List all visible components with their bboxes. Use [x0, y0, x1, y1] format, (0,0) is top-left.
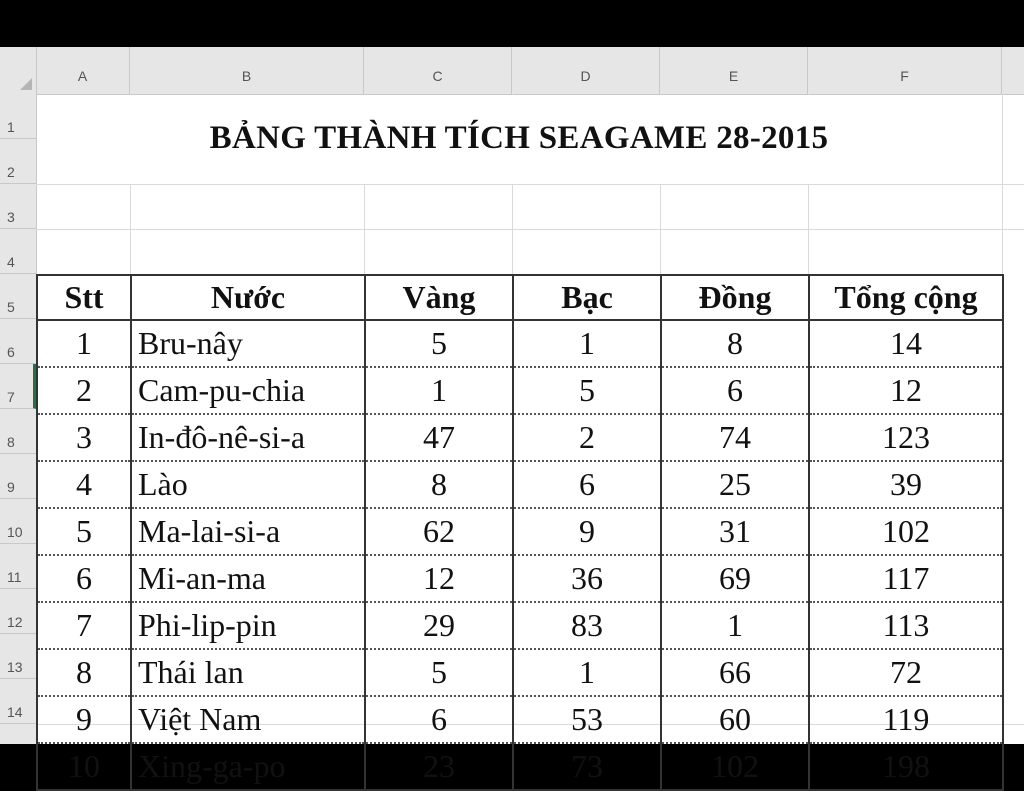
cell-tong[interactable]: 72	[809, 649, 1003, 696]
table-row	[37, 461, 1003, 508]
cell-dong[interactable]: 31	[661, 508, 809, 555]
cell-bac[interactable]: 1	[513, 649, 661, 696]
cell-dong[interactable]: 60	[661, 696, 809, 743]
row-header-7[interactable]: 7	[0, 364, 36, 409]
column-header-b[interactable]: B	[130, 47, 364, 94]
gridline	[36, 229, 1024, 230]
cell-vang[interactable]: 23	[365, 743, 513, 790]
cell-bac[interactable]: 36	[513, 555, 661, 602]
cell-vang[interactable]: 1	[365, 367, 513, 414]
row-header-5[interactable]: 5	[0, 274, 36, 319]
header-bac[interactable]: Bạc	[513, 275, 661, 320]
row-header-9[interactable]: 9	[0, 454, 36, 499]
cell-stt[interactable]: 1	[37, 320, 131, 367]
cell-dong[interactable]: 25	[661, 461, 809, 508]
table-row	[37, 320, 1003, 367]
medal-table	[36, 274, 1004, 791]
cell-tong[interactable]: 39	[809, 461, 1003, 508]
table-row	[37, 696, 1003, 743]
column-header-bar	[0, 47, 1024, 95]
table-header-row	[37, 275, 1003, 320]
cell-vang[interactable]: 47	[365, 414, 513, 461]
row-header-8[interactable]: 8	[0, 409, 36, 454]
row-header-3[interactable]: 3	[0, 184, 36, 229]
cell-dong[interactable]: 8	[661, 320, 809, 367]
cell-nuoc[interactable]: Mi-an-ma	[131, 555, 365, 602]
header-tong[interactable]: Tổng cộng	[809, 275, 1003, 320]
column-header-e[interactable]: E	[660, 47, 808, 94]
cell-stt[interactable]: 8	[37, 649, 131, 696]
cell-stt[interactable]: 6	[37, 555, 131, 602]
cell-vang[interactable]: 5	[365, 320, 513, 367]
cell-tong[interactable]: 12	[809, 367, 1003, 414]
cell-tong[interactable]: 119	[809, 696, 1003, 743]
cell-stt[interactable]: 5	[37, 508, 131, 555]
cell-stt[interactable]: 2	[37, 367, 131, 414]
table-row	[37, 649, 1003, 696]
cell-nuoc[interactable]: Bru-nây	[131, 320, 365, 367]
column-header-c[interactable]: C	[364, 47, 512, 94]
cell-tong[interactable]: 123	[809, 414, 1003, 461]
cell-nuoc[interactable]: Phi-lip-pin	[131, 602, 365, 649]
cell-tong[interactable]: 14	[809, 320, 1003, 367]
header-stt[interactable]: Stt	[37, 275, 131, 320]
table-row	[37, 508, 1003, 555]
column-header-d[interactable]: D	[512, 47, 660, 94]
gridline	[36, 184, 1024, 185]
row-header-1[interactable]: 1	[0, 94, 36, 139]
cell-nuoc[interactable]: In-đô-nê-si-a	[131, 414, 365, 461]
row-header-14[interactable]: 14	[0, 679, 36, 724]
cell-stt[interactable]: 10	[37, 743, 131, 790]
cell-tong[interactable]: 102	[809, 508, 1003, 555]
row-header-10[interactable]: 10	[0, 499, 36, 544]
cell-dong[interactable]: 102	[661, 743, 809, 790]
cell-vang[interactable]: 8	[365, 461, 513, 508]
cell-nuoc[interactable]: Xing-ga-po	[131, 743, 365, 790]
cell-nuoc[interactable]: Ma-lai-si-a	[131, 508, 365, 555]
row-header-11[interactable]: 11	[0, 544, 36, 589]
cell-vang[interactable]: 5	[365, 649, 513, 696]
select-all-triangle-icon	[20, 78, 32, 90]
cell-vang[interactable]: 29	[365, 602, 513, 649]
table-row	[37, 555, 1003, 602]
cell-dong[interactable]: 6	[661, 367, 809, 414]
cell-tong[interactable]: 113	[809, 602, 1003, 649]
row-header-2[interactable]: 2	[0, 139, 36, 184]
column-header-f[interactable]: F	[808, 47, 1002, 94]
cell-tong[interactable]: 117	[809, 555, 1003, 602]
table-row	[37, 414, 1003, 461]
cell-vang[interactable]: 12	[365, 555, 513, 602]
table-row	[37, 602, 1003, 649]
cell-nuoc[interactable]: Thái lan	[131, 649, 365, 696]
cell-bac[interactable]: 1	[513, 320, 661, 367]
cell-bac[interactable]: 83	[513, 602, 661, 649]
cell-nuoc[interactable]: Lào	[131, 461, 365, 508]
header-vang[interactable]: Vàng	[365, 275, 513, 320]
cell-bac[interactable]: 2	[513, 414, 661, 461]
cell-stt[interactable]: 4	[37, 461, 131, 508]
column-header-a[interactable]: A	[36, 47, 130, 94]
table-row	[37, 367, 1003, 414]
cell-nuoc[interactable]: Việt Nam	[131, 696, 365, 743]
cell-bac[interactable]: 73	[513, 743, 661, 790]
select-all-button[interactable]	[0, 47, 37, 94]
cell-stt[interactable]: 3	[37, 414, 131, 461]
row-header-4[interactable]: 4	[0, 229, 36, 274]
cell-dong[interactable]: 1	[661, 602, 809, 649]
row-header-6[interactable]: 6	[0, 319, 36, 364]
spreadsheet	[0, 47, 1024, 784]
cell-bac[interactable]: 6	[513, 461, 661, 508]
cell-tong[interactable]: 198	[809, 743, 1003, 790]
header-dong[interactable]: Đồng	[661, 275, 809, 320]
row-header-13[interactable]: 13	[0, 634, 36, 679]
column-header-g[interactable]	[1002, 47, 1024, 94]
cell-nuoc[interactable]: Cam-pu-chia	[131, 367, 365, 414]
cell-dong[interactable]: 69	[661, 555, 809, 602]
table-row	[37, 743, 1003, 790]
cell-bac[interactable]: 9	[513, 508, 661, 555]
cell-bac[interactable]: 5	[513, 367, 661, 414]
cell-dong[interactable]: 74	[661, 414, 809, 461]
cell-dong[interactable]: 66	[661, 649, 809, 696]
header-nuoc[interactable]: Nước	[131, 275, 365, 320]
cell-bac[interactable]: 53	[513, 696, 661, 743]
cell-vang[interactable]: 6	[365, 696, 513, 743]
row-header-12[interactable]: 12	[0, 589, 36, 634]
cell-stt[interactable]: 7	[37, 602, 131, 649]
cell-vang[interactable]: 62	[365, 508, 513, 555]
cell-stt[interactable]: 9	[37, 696, 131, 743]
page-title: BẢNG THÀNH TÍCH SEAGAME 28-2015	[209, 120, 829, 156]
